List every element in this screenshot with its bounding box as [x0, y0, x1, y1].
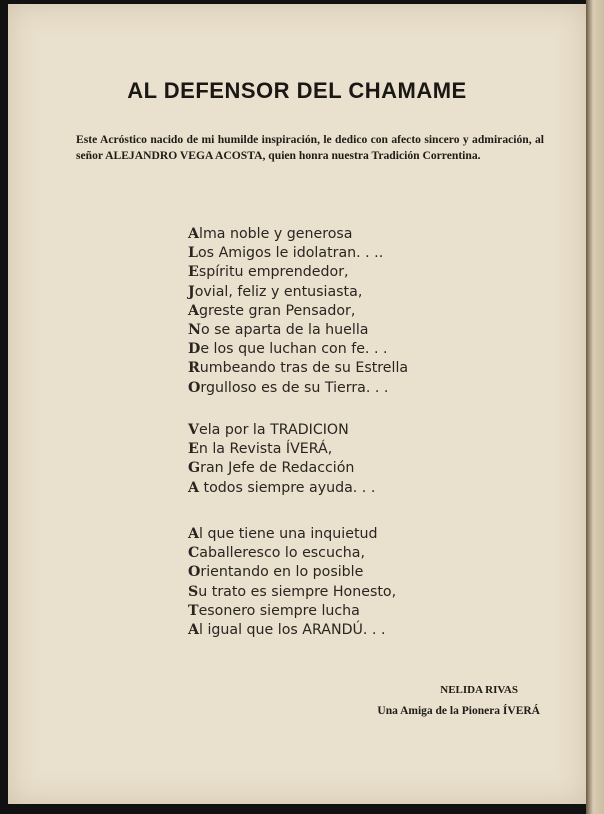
acrostic-initial: G [188, 460, 201, 477]
acrostic-initial: A [188, 226, 200, 242]
acrostic-initial: D [188, 341, 201, 358]
line-text: u trato es siempre Honesto, [198, 583, 397, 600]
document-page [8, 4, 586, 804]
poem-line [188, 263, 408, 282]
poem-line [188, 359, 408, 378]
poem-line [188, 525, 396, 544]
line-text: greste gran Pensador, [199, 302, 356, 319]
acrostic-initial: O [188, 564, 201, 581]
line-text: o se aparta de la huella [200, 322, 369, 339]
acrostic-initial: R [188, 360, 200, 377]
poem-line [188, 340, 408, 359]
dedication-paragraph: Este Acróstico nacido de mi humilde inspiración, le dedico con afecto sincero y admiración, al señor ALEJANDRO VEGA ACOSTA, quien honra nuestra Tradición Correntina. [76, 133, 544, 162]
poem-line [188, 459, 375, 478]
line-text: ovial, feliz y entusiasta, [194, 283, 363, 300]
poem-title: AL DEFENSOR DEL CHAMAME [127, 78, 467, 103]
poem-line [188, 321, 408, 340]
author-name: NELIDA RIVAS [440, 684, 518, 696]
line-text: umbeando tras de su Estrella [199, 360, 409, 377]
acrostic-initial: J [188, 283, 195, 300]
acrostic-initial: C [188, 545, 200, 562]
poem-line [188, 440, 375, 459]
acrostic-initial: L [188, 245, 198, 262]
poem-line [188, 544, 396, 563]
poem-line [188, 621, 396, 640]
poem-line [188, 583, 396, 602]
line-text: l igual que los ARANDÚ. . . [199, 622, 386, 639]
line-text: todos siempre ayuda. . . [199, 479, 376, 496]
stanza-3 [188, 525, 396, 640]
acrostic-initial: E [188, 441, 199, 458]
line-text: lma noble y generosa [199, 226, 353, 242]
acrostic-initial: N [188, 322, 201, 339]
poem-line [188, 421, 375, 440]
line-text: spíritu emprendedor, [198, 264, 349, 281]
acrostic-initial: T [188, 602, 199, 619]
line-text: l que tiene una inquietud [199, 526, 378, 542]
acrostic-initial: V [188, 422, 200, 438]
line-text: rgulloso es de su Tierra. . . [200, 379, 389, 396]
acrostic-initial: A [188, 302, 200, 319]
next-page-edge [586, 0, 604, 814]
stanza-2 [188, 421, 375, 498]
poem-line [188, 302, 408, 321]
line-text: os Amigos le idolatran. . .. [197, 245, 384, 262]
poem-line [188, 602, 396, 621]
line-text: esonero siempre lucha [198, 602, 360, 619]
line-text: ela por la TRADICION [199, 422, 349, 438]
acrostic-initial: S [188, 583, 199, 600]
poem-line [188, 283, 408, 302]
line-text: aballeresco lo escucha, [199, 545, 365, 562]
acrostic-initial: O [188, 379, 201, 396]
line-text: ran Jefe de Redacción [200, 460, 355, 477]
poem-line [188, 244, 408, 263]
acrostic-initial: A [188, 622, 200, 639]
line-text: n la Revista ÍVERÁ, [198, 441, 333, 458]
poem-line [188, 379, 408, 398]
acrostic-initial: E [188, 264, 199, 281]
poem-line [188, 225, 408, 244]
author-affiliation: Una Amiga de la Pionera ÍVERÁ [377, 705, 540, 717]
poem-line [188, 479, 375, 498]
acrostic-initial: A [188, 526, 200, 542]
stanza-1 [188, 225, 408, 398]
line-text: e los que luchan con fe. . . [200, 341, 388, 358]
acrostic-initial: A [188, 479, 200, 496]
line-text: rientando en lo posible [200, 564, 364, 581]
poem-line [188, 563, 396, 582]
